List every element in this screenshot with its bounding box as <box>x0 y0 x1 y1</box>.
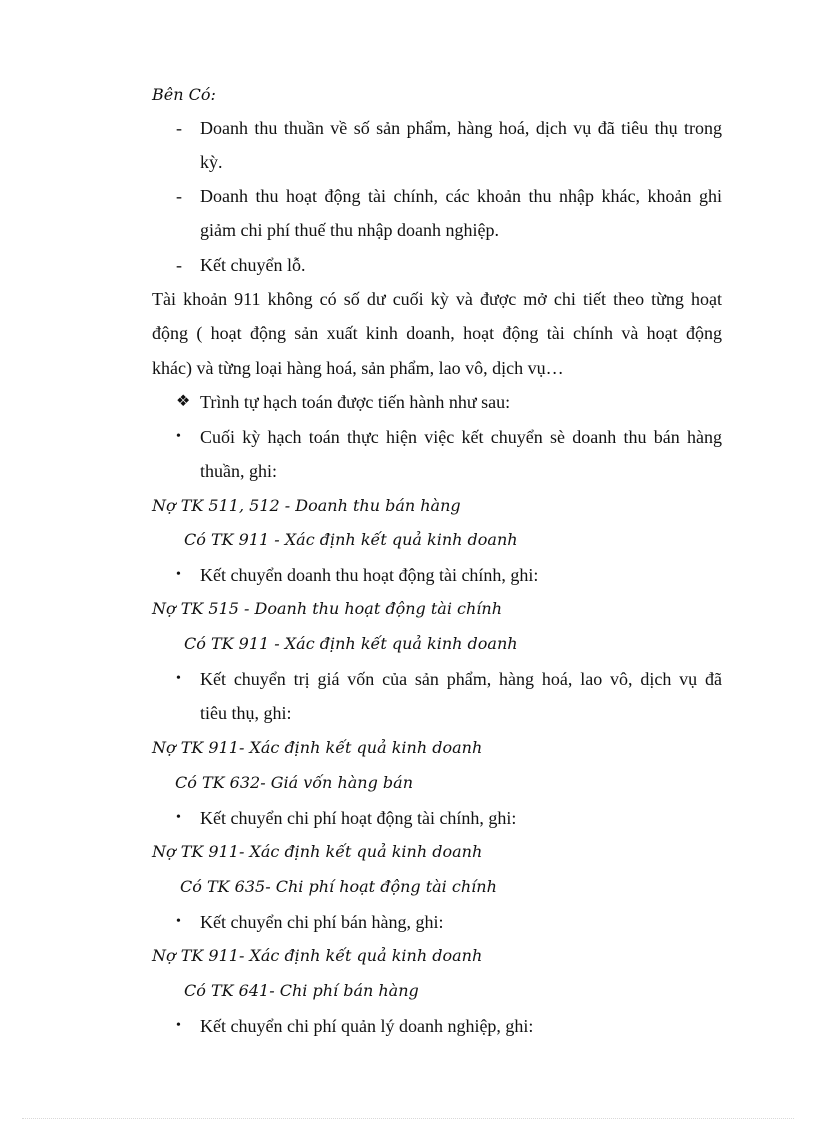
bullet-icon: • <box>176 567 181 582</box>
credit-line: Có TK 911 - Xác định kết quả kinh doanh <box>184 530 518 549</box>
debit-line: Nợ TK 911- Xác định kết quả kinh doanh <box>152 946 483 965</box>
entry-description: Cuối kỳ hạch toán thực hiện việc kết chuyển sè doanh thu bán hàng <box>200 427 722 447</box>
bullet-icon: • <box>176 429 181 444</box>
credit-item-line: Doanh thu hoạt động tài chính, các khoản thu nhập khác, khoản ghi <box>200 186 722 206</box>
paragraph-line: khác) và từng loại hàng hoá, sản phẩm, lao vô, dịch vụ… <box>152 358 564 378</box>
dash-marker: - <box>176 118 182 138</box>
entry-description: Kết chuyển chi phí hoạt động tài chính, ghi: <box>200 808 517 828</box>
debit-line: Nợ TK 911- Xác định kết quả kinh doanh <box>152 738 483 757</box>
credit-item-line: giảm chi phí thuế thu nhập doanh nghiệp. <box>200 220 499 240</box>
debit-line: Nợ TK 911- Xác định kết quả kinh doanh <box>152 842 483 861</box>
entry-description: Kết chuyển chi phí bán hàng, ghi: <box>200 912 444 932</box>
procedure-title-text: Trình tự hạch toán được tiến hành như sau: <box>200 392 511 412</box>
credit-line: Có TK 911 - Xác định kết quả kinh doanh <box>184 634 518 653</box>
entry-description: Kết chuyển chi phí quản lý doanh nghiệp, ghi: <box>200 1016 534 1036</box>
debit-line: Nợ TK 511, 512 - Doanh thu bán hàng <box>152 496 461 515</box>
credit-item-line: kỳ. <box>200 152 223 172</box>
bullet-icon: • <box>176 810 181 825</box>
entry-description: tiêu thụ, ghi: <box>200 703 292 723</box>
credit-item-line: Doanh thu thuần về số sản phẩm, hàng hoá, dịch vụ đã tiêu thụ trong <box>200 118 722 138</box>
debit-line: Nợ TK 515 - Doanh thu hoạt động tài chính <box>152 599 503 618</box>
bullet-icon: • <box>176 1018 181 1033</box>
diamond-bullet-icon: ❖ <box>176 393 191 410</box>
credit-item-line: Kết chuyển lỗ. <box>200 255 306 275</box>
entry-description: Kết chuyển doanh thu hoạt động tài chính, ghi: <box>200 565 539 585</box>
bullet-icon: • <box>176 914 181 929</box>
entry-description: thuần, ghi: <box>200 461 277 481</box>
paragraph-line: động ( hoạt động sản xuất kinh doanh, hoạt động tài chính và hoạt động <box>152 323 722 343</box>
page-bottom-divider <box>22 1118 794 1119</box>
credit-line: Có TK 635- Chi phí hoạt động tài chính <box>180 877 497 896</box>
credit-line: Có TK 632- Giá vốn hàng bán <box>175 773 414 792</box>
credit-line: Có TK 641- Chi phí bán hàng <box>184 981 419 1000</box>
paragraph-line: Tài khoản 911 không có số dư cuối kỳ và được mở chi tiết theo từng hoạt <box>152 289 722 309</box>
bullet-icon: • <box>176 671 181 686</box>
dash-marker: - <box>176 255 182 275</box>
section-heading: Bên Có: <box>152 85 216 104</box>
dash-marker: - <box>176 186 182 206</box>
entry-description: Kết chuyển trị giá vốn của sản phẩm, hàng hoá, lao vô, dịch vụ đã <box>200 669 722 689</box>
